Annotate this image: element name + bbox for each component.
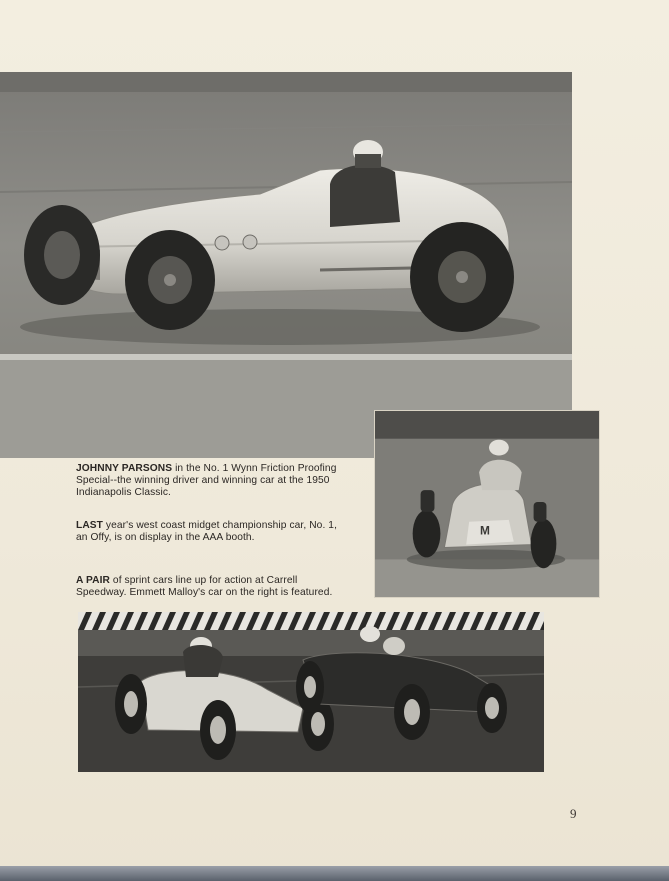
sprint-cars-image <box>78 612 544 772</box>
svg-text:M: M <box>480 523 490 538</box>
caption-sprint-lead: A PAIR <box>76 575 110 586</box>
page-bottom-edge <box>0 866 669 881</box>
caption-midget-text: year's west coast midget championship car, No. 1, an Offy, is on display in the AAA booth. <box>76 520 338 543</box>
caption-midget-lead: LAST <box>76 520 103 531</box>
caption-parsons-lead: JOHNNY PARSONS <box>76 463 173 474</box>
photo-sprint-cars <box>78 612 544 772</box>
caption-midget <box>76 520 348 544</box>
caption-parsons <box>76 463 348 499</box>
photo-indy-roadster <box>0 72 572 458</box>
indy-roadster-image <box>0 72 572 458</box>
caption-sprint <box>76 575 348 599</box>
caption-parsons-text: in the No. 1 Wynn Friction Proofing Special--the winning driver and winning car at the 1950 Indianapolis Classic. <box>76 463 337 498</box>
midget-car-image <box>375 411 599 597</box>
caption-sprint-text: of sprint cars line up for action at Carrell Speedway. Emmett Malloy's car on the right is featured. <box>76 575 333 598</box>
page-number: 9 <box>570 806 577 821</box>
photo-midget-car <box>374 410 600 598</box>
